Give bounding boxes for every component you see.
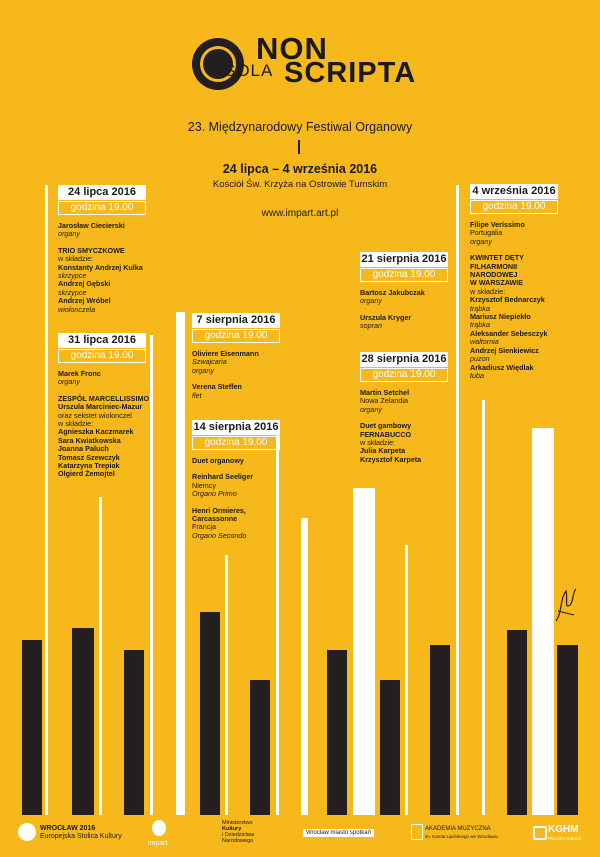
footer-kghm [548, 825, 581, 843]
ministry-line-4: Narodowego [222, 838, 254, 844]
program-line: flet [192, 390, 202, 400]
concert-2-date: 31 lipca 2016 [58, 333, 146, 348]
ministry-line-3: i Dziedzictwa [222, 832, 255, 838]
festival-title: 23. Międzynarodowy Festiwal Organowy [187, 120, 413, 134]
program-line: organy [58, 229, 80, 239]
pipe [276, 433, 279, 815]
program-line: Olgierd Żemojtel [58, 469, 115, 479]
footer-wroclaw-title: WROCŁAW 2016 [40, 825, 96, 832]
program-line: Duet organowy [192, 456, 244, 465]
program-line: ZESPÓŁ MARCELLISSIMO [58, 393, 150, 403]
wroclaw-2016-logo-icon [18, 823, 36, 841]
program-line: Verena Steffen [192, 382, 242, 392]
pipe [405, 545, 408, 815]
concert-3-date: 7 sierpnia 2016 [192, 313, 280, 328]
footer-ministry [222, 820, 254, 844]
program-line: Aleksander Sebesczyk [470, 328, 548, 338]
pipe [532, 428, 554, 815]
program-line: Carcassonne [192, 514, 238, 524]
footer-impart: impart [148, 840, 168, 847]
concert-2-program [58, 370, 149, 479]
program-line: Szwajcaria [192, 357, 227, 367]
concert-6-date: 28 sierpnia 2016 [361, 353, 447, 365]
program-line: Nowa Zelandia [360, 396, 408, 406]
concert-3-hour: godzina 19.00 [192, 329, 280, 343]
pipe [380, 680, 400, 815]
program-line: tuba [470, 370, 484, 380]
program-line: Krzysztof Bednarczyk [470, 295, 545, 305]
program-line: Arkadiusz Więdlak [470, 362, 534, 372]
concert-1-hour: godzina 19.00 [58, 201, 146, 215]
program-line: Katarzyna Trepiak [58, 461, 120, 471]
concert-7-program [470, 221, 548, 380]
concert-1-program [58, 222, 143, 314]
program-line: Francja [192, 522, 216, 532]
program-line: organy [192, 365, 214, 375]
academy-line-1: AKADEMIA MUZYCZNA [425, 826, 491, 832]
program-line: Oliviere Eisenmann [192, 349, 259, 358]
festival-url[interactable]: www.impart.art.pl [261, 208, 339, 219]
footer-wroclaw-brand: Wrocław miasto spotkań [303, 829, 374, 837]
program-line: Agnieszka Kaczmarek [58, 427, 134, 437]
kghm-title: KGHM [548, 824, 579, 835]
program-line: sopran [360, 321, 382, 331]
concert-7-date: 4 września 2016 [470, 184, 558, 199]
concert-2-hour: godzina 19.00 [58, 349, 146, 363]
footer-wroclaw-sub: Europejska Stolica Kultury [40, 833, 122, 840]
concert-6-hour: godzina 19.00 [360, 368, 448, 382]
program-line: FILHARMONII [470, 261, 518, 271]
program-line: oraz sekstet wiolonczel [58, 410, 132, 420]
program-line: organy [470, 236, 492, 246]
pipe [327, 650, 347, 815]
program-line: Andrzej Sienkiewicz [470, 345, 539, 355]
pipe [482, 400, 485, 815]
kghm-sub: POLSKA MIEDŹ [548, 836, 582, 841]
program-line: Mariusz Niepiekło [470, 312, 531, 322]
program-line: trąbka [470, 303, 490, 313]
title-divider [298, 140, 300, 154]
concert-6-program [360, 389, 421, 464]
pipe [124, 650, 144, 815]
program-line: Julia Karpeta [360, 446, 406, 456]
pipe [250, 680, 270, 815]
ministry-line-2: Kultury [222, 826, 242, 832]
concert-4-hour: godzina 19.00 [192, 436, 280, 450]
pipe [22, 640, 42, 815]
program-line: Konstanty Andrzej Kulka [58, 262, 143, 272]
program-line: W WARSZAWIE [470, 278, 524, 288]
program-line: waltornia [470, 337, 499, 347]
pipe [301, 518, 308, 815]
ministry-line-1: Ministerstwo [222, 820, 253, 826]
program-line: skrzypce [58, 271, 87, 281]
footer-academy [425, 826, 498, 840]
program-line: Jarosław Ciecierski [58, 221, 125, 230]
logo-non: NON [256, 31, 328, 66]
pipe [176, 312, 185, 815]
pipe [353, 488, 375, 815]
program-line: Krzysztof Karpeta [360, 454, 422, 464]
pipe [45, 185, 48, 815]
concert-4-date: 14 sierpnia 2016 [193, 421, 279, 433]
program-line: TRIO SMYCZKOWE [58, 245, 125, 255]
program-line: FERNABUCCO [360, 429, 412, 439]
program-line: Andrzej Wróbel [58, 296, 111, 306]
program-line: Bartosz Jakubczak [360, 288, 425, 297]
logo-scripta: SCRIPTA [284, 57, 417, 89]
logo-sola: SOLA [224, 61, 274, 80]
concert-3-program [192, 350, 259, 400]
program-line: puzon [470, 354, 490, 364]
footer-wroclaw-2016 [40, 825, 122, 841]
academy-logo-icon [411, 824, 423, 840]
program-line: Sara Kwiatkowska [58, 435, 121, 445]
pipe [72, 628, 94, 815]
academy-line-2: im. Karola Lipińskiego we Wrocławiu [425, 834, 498, 839]
program-line: Niemcy [192, 480, 216, 490]
impart-logo-icon [152, 820, 166, 836]
program-line: Joanna Paluch [58, 444, 109, 454]
program-line: wiolonczela [58, 304, 96, 314]
pipe [507, 630, 527, 815]
program-line: organy [360, 296, 382, 306]
signature-icon [552, 585, 578, 625]
festival-dates: 24 lipca – 4 września 2016 [222, 162, 378, 176]
program-line: Tomasz Szewczyk [58, 452, 120, 462]
program-line: Organo Secondo [192, 530, 247, 540]
program-line: Reinhard Seeliger [192, 472, 254, 482]
program-line: Marek Fronc [58, 369, 101, 378]
program-line: NARODOWEJ [470, 270, 518, 280]
concert-7-hour: godzina 19.00 [470, 200, 558, 214]
concert-1-date: 24 lipca 2016 [58, 185, 146, 200]
pipe [557, 645, 578, 815]
program-line: Filipe Veríssimo [470, 220, 525, 229]
program-line: trąbka [470, 320, 490, 330]
concert-5-program [360, 289, 425, 331]
program-line: w składzie: [470, 286, 506, 296]
program-line: Portugalia [470, 228, 503, 238]
pipe [456, 185, 459, 815]
program-line: Henri Ormieres, [192, 505, 246, 515]
program-line: Urszula Kryger [360, 312, 412, 322]
pipe [225, 555, 228, 815]
program-line: organy [360, 404, 382, 414]
festival-venue: Kościół Św. Krzyża na Ostrowie Tumskim [212, 179, 388, 190]
program-line: w składzie: [58, 254, 94, 264]
pipe [200, 612, 220, 815]
program-line: Duet gambowy [360, 421, 412, 431]
program-line: Martin Setchel [360, 388, 410, 397]
program-line: skrzypce [58, 287, 87, 297]
program-line: Andrzej Gębski [58, 279, 111, 289]
concert-5-hour: godzina 19.00 [360, 268, 448, 282]
program-line: organy [58, 377, 80, 387]
program-line: w składzie: [58, 419, 94, 429]
concert-5-date: 21 sierpnia 2016 [361, 253, 447, 265]
program-line: Urszula Marciniec-Mazur [58, 402, 143, 412]
program-line: w składzie: [360, 438, 396, 448]
kghm-logo-icon [533, 826, 547, 840]
concert-4-program [192, 457, 253, 540]
pipe [430, 645, 450, 815]
pipe [150, 335, 153, 815]
program-line: KWINTET DĘTY [470, 253, 524, 263]
program-line: Organo Primo [192, 489, 237, 499]
pipe [99, 497, 102, 815]
